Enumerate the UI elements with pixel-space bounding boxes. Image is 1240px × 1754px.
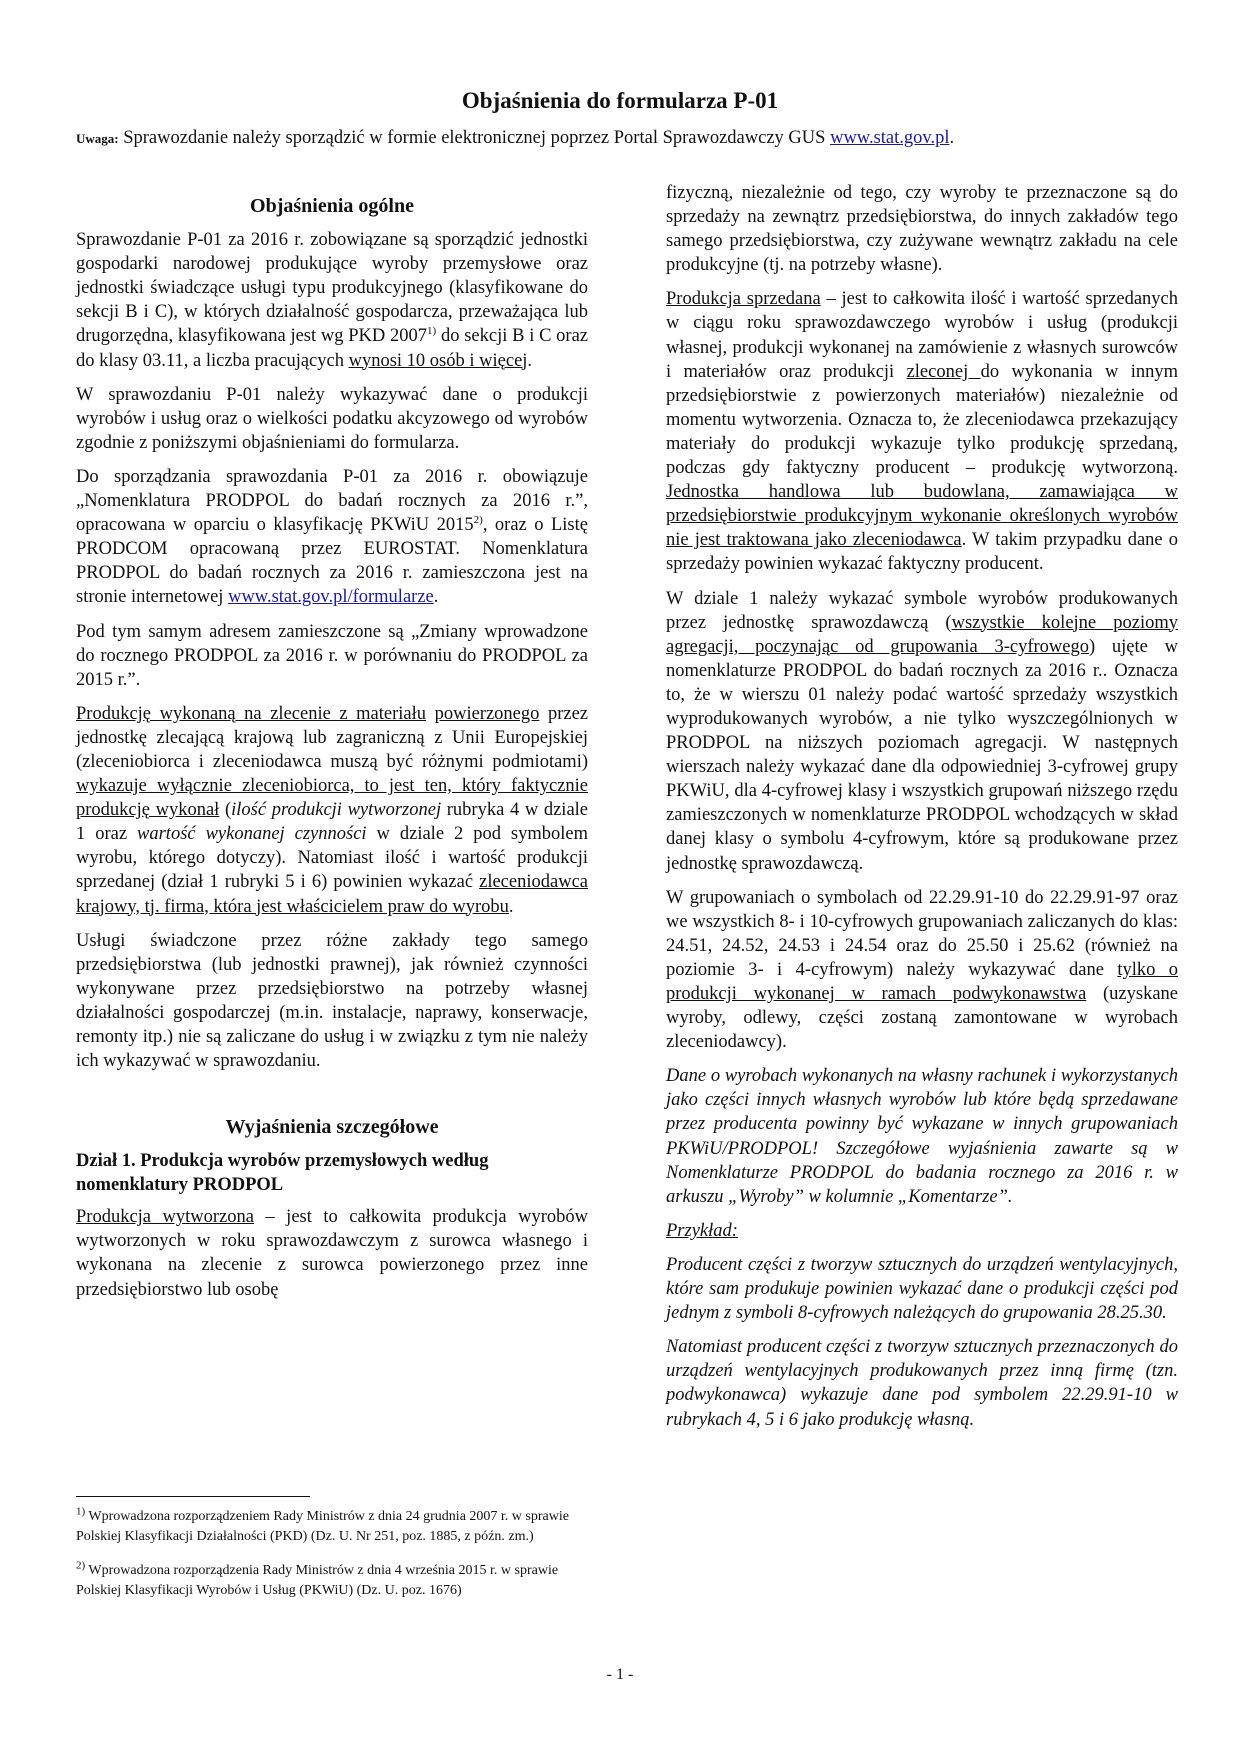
underlined-text: Produkcja wytworzona <box>76 1207 254 1228</box>
text: ( <box>219 800 232 821</box>
page-title: Objaśnienia do formularza P-01 <box>461 88 779 113</box>
paragraph-commissioned-production <box>76 702 588 919</box>
footnote-ref-2: 2) <box>473 513 483 526</box>
paragraph-nomenclature <box>76 465 588 610</box>
paragraph-own-account: Dane o wyrobach wykonanych na własny rachunek i wykorzystanych jako części innych własnych wyrobów lub które będą sprzedawane przez producenta powinny być wykazane w innych grupowaniach PKWiU/PRODPOL! Szczegółowe wyjaśnienia zawarte są w Nomenklaturze PRODPOL do badania rocznego za 2016 r. w arkuszu „Wyroby” w kolumnie „Komentarze”. <box>666 1066 1178 1207</box>
underlined-text: Produkcja sprzedana <box>666 289 821 310</box>
underlined-text: wszystkie kolejne poziomy agregacji, poczynając od grupowania 3-cyfrowego <box>666 612 1178 657</box>
paragraph-section-1-symbols <box>666 587 1178 876</box>
paragraph-services: Usługi świadczone przez różne zakłady tego samego przedsiębiorstwa (lub jednostki prawnej), jak również czynności wykonywane przez przedsiębiorstwo na potrzeby własnej działalności gospodarczej (m.in. instalacje, naprawy, konserwacje, remonty itp.) nie są zaliczane do usług i w związku z tym nie należy ich wykazywać w sprawozdaniu. <box>76 930 588 1072</box>
paragraph-changes: Pod tym samym adresem zamieszczone są „Zmiany wprowadzone do rocznego PRODPOL za 2016 r. w porównaniu do PRODPOL za 2015 r.”. <box>76 621 588 690</box>
paragraph-produced <box>76 1205 588 1301</box>
text: W grupowaniach o symbolach od 22.29.91-10 do 22.29.91-97 oraz we wszystkich 8- i 10-cyfrowych grupowaniach zaliczanych do klas: 24.51, 24.52, 24.53 i 24.54 oraz do 25.50 i 25.62 (również na poziomie 3- i 4-cyfrowym) należy wykazywać dane <box>666 887 1178 980</box>
italic-text: wartość wykonanej czynności <box>137 824 367 845</box>
underlined-text: zleceniodawca krajowy, tj. firma, która jest właścicielem praw do wyrobu <box>76 872 588 917</box>
note-text: Sprawozdanie należy sporządzić w formie elektronicznej poprzez Portal Sprawozdawczy GUS <box>123 128 826 148</box>
footnote-text: Wprowadzona rozporządzeniem Rady Ministrów z dnia 24 grudnia 2007 r. w sprawie Polskiej Klasyfikacji Działalności (PKD) (Dz. U. Nr 251, poz. 1885, z późn. zm.) <box>76 1509 569 1544</box>
underlined-text: wykazuje wyłącznie zleceniobiorca, to jest ten, który faktycznie produkcję wykonał <box>76 776 588 821</box>
left-column <box>76 188 588 1312</box>
right-column <box>666 181 1178 1442</box>
footnote-marker: 2) <box>76 1559 86 1572</box>
text: w dziale 2 pod symbolem wyrobu, którego dotyczy). Natomiast ilość i wartość produkcji sprzedanej (dział 1 rubryki 5 i 6) powinien wykazać <box>76 824 588 893</box>
paragraph-produced-cont: fizyczną, niezależnie od tego, czy wyroby te przeznaczone są do sprzedaży na zewnątrz przedsiębiorstwa, do innych zakładów tego samego przedsiębiorstwa, czy zużywane wewnątrz zakładu na cele produkcyjne (tj. na potrzeby własne). <box>666 183 1178 276</box>
note-line <box>76 126 1186 151</box>
footnote-1 <box>76 1507 588 1547</box>
text: do sekcji B i C oraz do klasy 03.11, a liczba pracujących <box>76 326 588 371</box>
page-number: - 1 - <box>606 1666 634 1683</box>
section-1-heading: Dział 1. Produkcja wyrobów przemysłowych według nomenklatury PRODPOL <box>76 1151 489 1196</box>
footnotes <box>76 1496 588 1615</box>
text <box>426 704 435 724</box>
paragraph-subcontracting <box>666 886 1178 1055</box>
text: – jest to całkowita produkcja wyrobów wytworzonych w roku sprawozdawczym z surowca własnego i wykonana na zlecenie z surowca powierzonego przez inne przedsiębiorstwo lub osobę <box>76 1207 588 1300</box>
text: Do sporządzania sprawozdania P-01 za 2016 r. obowiązuje „Nomenklatura PRODPOL do badań rocznych za 2016 r.”, opracowana w oparciu o klasyfikację PKWiU 2015 <box>76 466 588 536</box>
stat-gov-link[interactable]: www.stat.gov.pl <box>830 128 950 148</box>
underlined-text: Jednostka handlowa lub budowlana, zamawiająca w przedsiębiorstwie produkcyjnym wykonanie określonych wyrobów nie jest traktowana jako zleceniodawca <box>666 482 1178 551</box>
note-end: . <box>949 128 955 148</box>
footnote-divider <box>76 1496 310 1497</box>
forms-link[interactable]: www.stat.gov.pl/formularze <box>228 587 434 608</box>
footnote-marker: 1) <box>76 1505 86 1518</box>
underlined-text: wynosi 10 osób i więcej <box>348 350 528 371</box>
text: do wykonania w innym przedsiębiorstwie z powierzonych materiałów) niezależnie od momentu wytworzenia. Oznacza to, że zleceniodawca przekazujący materiały do produkcji wykazuje tylko produkcję sprzedaną, podczas gdy faktyczny producent – produkcję wytworzoną. <box>666 361 1179 479</box>
paragraph-example-1: Producent części z tworzyw sztucznych do urządzeń wentylacyjnych, które sam produkuje powinien wykazać dane o produkcji części pod jednym z symboli 8-cyfrowych należących do grupowania 28.25.30. <box>666 1254 1178 1324</box>
text: – jest to całkowita ilość i wartość sprzedanych w ciągu roku sprawozdawczego wyrobów i usług (produkcji własnej, produkcji wykonanej na zamówienie z własnych surowców i materiałów oraz produkcji <box>666 289 1179 382</box>
footnote-ref-1: 1) <box>427 325 437 338</box>
underlined-text: powierzonego <box>434 703 540 724</box>
text: , oraz o Listę PRODCOM opracowaną przez EUROSTAT. Nomenklatura PRODPOL do badań rocznych za 2016 r. zamieszczona jest na stronie internetowej <box>76 515 588 608</box>
text: W dziale 1 należy wykazać symbole wyrobów produkowanych przez jednostkę sprawozdawczą ( <box>666 588 1178 633</box>
text: . <box>508 896 514 917</box>
paragraph-reporting: W sprawozdaniu P-01 należy wykazywać dane o produkcji wyrobów i usług oraz o wielkości podatku akcyzowego od wyrobów zgodnie z poniższymi objaśnieniami do formularza. <box>76 384 588 453</box>
underlined-text: zleconej <box>906 361 981 382</box>
example-label: Przykład: <box>666 1220 738 1241</box>
text: . <box>527 350 533 371</box>
general-heading: Objaśnienia ogólne <box>250 195 414 217</box>
text: . <box>433 587 439 608</box>
text: rubryka 4 w dziale 1 oraz <box>76 800 589 845</box>
text: ) ujęte w nomenklaturze PRODPOL do badań rocznych za 2016 r.. Oznacza to, że w wierszu 01 należy podać wartość sprzedaży wszystkich wyprodukowanych wyrobów, a nie tylko wyszczególnionych w PRODPOL na niższych poziomach agregacji. W następnych wierszach należy wykazać dane dla odpowiedniej 3-cyfrowej grupy PKWiU, dla 4-cyfrowej klasy i wszystkich grupowań niższego rzędu zamieszczonych w nomenklaturze PRODPOL wchodzących w skład danej klasy o symbolu 4-cyfrowym, które są produkowane przez jednostkę sprawozdawczą. <box>666 636 1178 874</box>
underlined-text: Produkcję wykonaną na zlecenie z materiału <box>76 703 427 724</box>
paragraph-sold <box>666 287 1178 576</box>
footnote-text: Wprowadzona rozporządzenia Rady Ministrów z dnia 4 września 2015 r. w sprawie Polskiej Klasyfikacji Wyrobów i Usług (PKWiU) (Dz. U. poz. 1676) <box>76 1563 559 1598</box>
note-label: Uwaga: <box>76 131 119 146</box>
paragraph-scope <box>76 228 588 373</box>
text: (uzyskane wyroby, odlewy, części zostaną zamontowane w wyrobach zleceniodawcy). <box>666 984 1178 1053</box>
text: . W takim przypadku dane o sprzedaży powinien wykazać faktyczny producent. <box>666 530 1178 575</box>
underlined-text: tylko o produkcji wykonanej w ramach podwykonawstwa <box>666 959 1178 1004</box>
footnote-2 <box>76 1561 588 1601</box>
text: przez jednostkę zlecającą krajową lub zagraniczną z Unii Europejskiej (zleceniobiorca i zleceniodawca muszą być różnymi podmiotami) <box>76 703 589 772</box>
text: Sprawozdanie P-01 za 2016 r. zobowiązane są sporządzić jednostki gospodarki narodowej produkujące wyroby przemysłowe oraz jednostki świadczące usługi typu produkcyjnego (klasyfikowane do sekcji B i C), w których działalność gospodarcza, przeważająca lub drugorzędna, klasyfikowana jest wg PKD 2007 <box>76 230 588 347</box>
paragraph-example-2: Natomiast producent części z tworzyw sztucznych przeznaczonych do urządzeń wentylacyjnych produkowanych przez inną firmę (tzn. podwykonawca) wykazuje dane pod symbolem 22.29.91-10 w rubrykach 4, 5 i 6 jako produkcję własną. <box>666 1337 1178 1430</box>
detail-heading: Wyjaśnienia szczegółowe <box>225 1116 439 1139</box>
italic-text: ilość produkcji wytworzonej <box>231 800 442 821</box>
